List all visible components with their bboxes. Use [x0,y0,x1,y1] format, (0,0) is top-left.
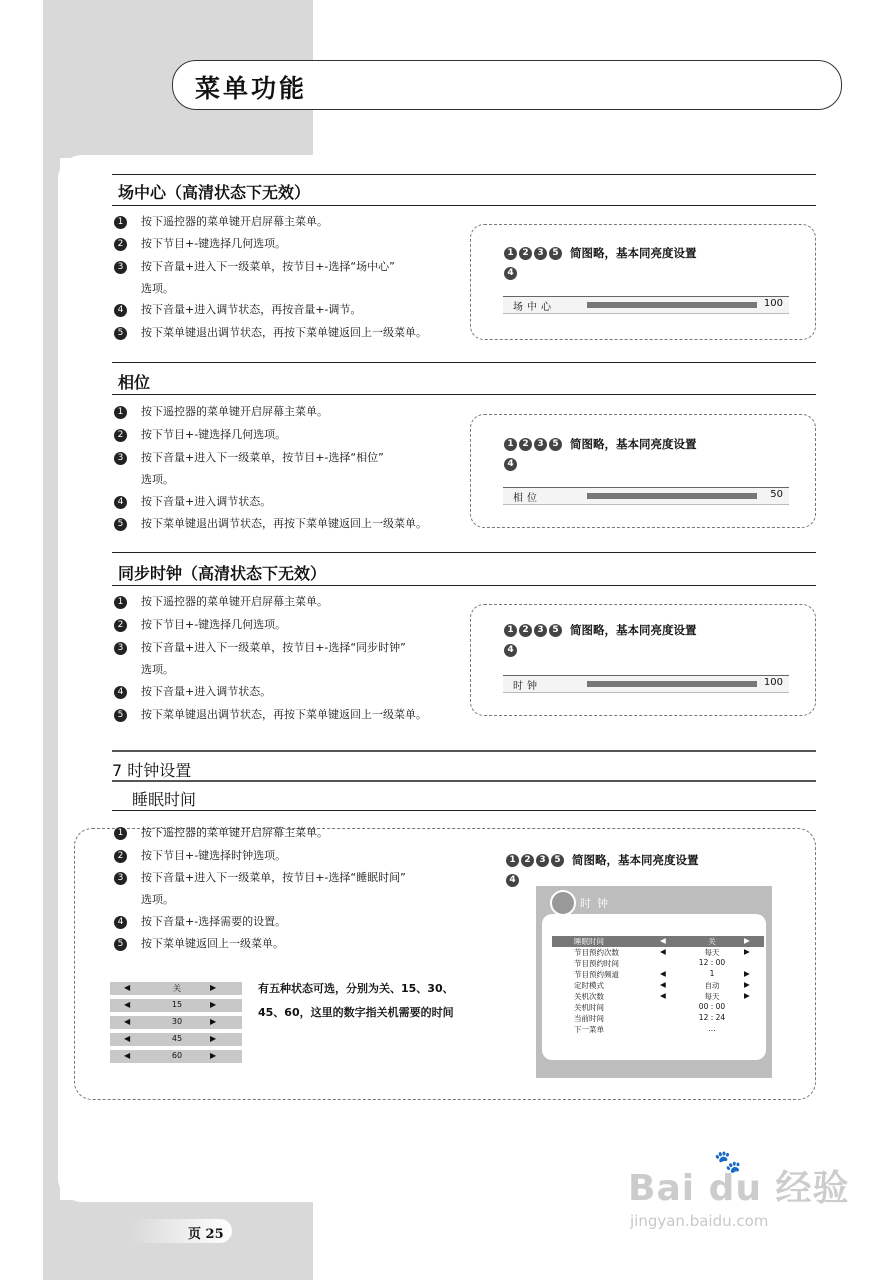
step-1-3 [114,259,395,275]
step-ref-4 [504,266,519,280]
right-arrow-icon: ▶ [210,983,217,992]
setting-label: 相位 [513,493,541,504]
step-ref-icon: 2 [519,247,532,260]
step-3-3 [114,640,406,656]
step-number: 2 [114,619,127,632]
sleep-step-5 [114,914,286,930]
step-text: 按下菜单键退出调节状态，再按下菜单键返回上一级菜单。 [141,708,427,721]
watermark-brand: Bai du 经验 [628,1168,850,1209]
option-value: 关 [173,984,181,993]
menu-title: 时钟 [580,897,614,910]
step-ref-icon: 1 [504,624,517,637]
step-3-6 [114,707,427,723]
sleep-step-2 [114,848,286,864]
step-number: 5 [114,938,127,951]
step-2-2 [114,427,286,443]
step-3-2 [114,617,286,633]
menu-row-value: 1 [709,969,715,978]
clock-icon [550,890,576,916]
step-ref-icon: 5 [549,247,562,260]
menu-row [552,947,764,958]
menu-row-value: ... [708,1024,716,1033]
step-2-6 [114,516,427,532]
left-arrow-icon: ◀ [660,980,666,989]
menu-body [542,914,766,1060]
left-arrow-icon: ◀ [660,947,666,956]
step-text: 选项。 [141,473,174,486]
step-1-5 [114,302,361,318]
setting-value: 50 [770,489,783,500]
step-3-5 [114,684,271,700]
right-arrow-icon: ▶ [210,1034,217,1043]
step-ref-icon: 2 [521,854,534,867]
step-text: 按下节目+-键选择时钟选项。 [141,849,287,862]
right-arrow-icon: ▶ [210,1051,217,1060]
step-ref-icon: 3 [536,854,549,867]
step-ref-4 [504,643,519,657]
page-title: 菜单功能 [195,74,308,103]
menu-row-value: 每天 [704,992,720,1001]
menu-row-value: 自动 [704,981,720,990]
step-text: 选项。 [141,282,174,295]
left-arrow-icon: ◀ [124,983,131,992]
figure-box-field-center [470,224,816,340]
step-1-6 [114,325,427,341]
sleep-option [110,1016,242,1029]
menu-row [552,980,764,991]
figure-caption-text: 简图略，基本同亮度设置 [570,246,697,260]
step-number: 5 [114,709,127,722]
figure-caption [506,852,699,868]
menu-row [552,936,764,947]
menu-row-key: 定时模式 [574,981,604,990]
step-ref-icon: 1 [504,247,517,260]
step-2-5 [114,494,271,510]
setting-fill [587,302,757,308]
menu-row-key: 睡眠时间 [574,937,604,946]
chapter-title: 7 时钟设置 [112,761,192,780]
step-ref-icon: 3 [534,247,547,260]
figure-caption-text: 简图略，基本同亮度设置 [570,437,697,451]
figure-caption-text: 简图略，基本同亮度设置 [570,623,697,637]
step-text: 按下音量+进入调节状态。 [141,495,272,508]
option-value: 30 [171,1017,183,1026]
sleep-option [110,1033,242,1046]
figure-caption [504,622,697,638]
menu-row [552,1002,764,1013]
step-text: 按下节目+-键选择几何选项。 [141,428,287,441]
menu-row-value: 12 : 24 [698,1013,726,1022]
figure-box-phase [470,414,816,528]
figure-caption [504,245,697,261]
step-1-4 [141,281,174,297]
step-text: 按下音量+进入下一级菜单，按节目+-选择“相位” [141,451,384,464]
section-title-field-center: 场中心（高清状态下无效） [118,183,311,202]
step-text: 选项。 [141,893,174,906]
section-title-sync-clock: 同步时钟（高清状态下无效） [118,564,327,583]
step-number: 3 [114,452,127,465]
step-ref-icon: 2 [519,438,532,451]
option-value: 45 [171,1034,183,1043]
setting-track [587,493,757,499]
step-number: 4 [114,916,127,929]
step-text: 按下节目+-键选择几何选项。 [141,237,287,250]
option-value: 15 [171,1000,183,1009]
menu-row-value: 关 [708,937,716,946]
sleep-description-line: 45、60，这里的数字指关机需要的时间 [258,1006,454,1019]
right-arrow-icon: ▶ [744,969,750,978]
setting-bar [503,296,789,314]
setting-value: 100 [763,298,783,309]
step-text: 按下音量+进入调节状态。 [141,685,272,698]
right-arrow-icon: ▶ [210,1000,217,1009]
step-text: 按下音量+-选择需要的设置。 [141,915,287,928]
left-arrow-icon: ◀ [124,1034,131,1043]
right-arrow-icon: ▶ [744,991,750,1000]
menu-row-value: 每天 [704,948,720,957]
left-arrow-icon: ◀ [124,1000,131,1009]
menu-row [552,969,764,980]
step-text: 按下音量+进入调节状态，再按音量+-调节。 [141,303,362,316]
sleep-step-1 [114,825,328,841]
step-2-1 [114,404,328,420]
step-3-4 [141,662,174,678]
step-number: 3 [114,261,127,274]
right-arrow-icon: ▶ [744,980,750,989]
step-ref-4 [506,873,521,887]
right-arrow-icon: ▶ [744,936,750,945]
step-text: 按下遥控器的菜单键开启屏幕主菜单。 [141,405,328,418]
sleep-option [110,982,242,995]
left-arrow-icon: ◀ [660,936,666,945]
step-ref-icon: 3 [534,624,547,637]
step-number: 1 [114,216,127,229]
step-number: 4 [114,686,127,699]
sleep-option [110,1050,242,1063]
step-ref-4 [504,457,519,471]
setting-bar [503,487,789,505]
right-arrow-icon: ▶ [744,947,750,956]
setting-fill [587,681,757,687]
clock-menu-screenshot [536,886,772,1078]
step-number: 4 [114,496,127,509]
menu-row-value: 00 : 00 [698,1002,726,1011]
section-title-phase: 相位 [118,373,151,392]
step-number: 5 [114,327,127,340]
step-text: 按下菜单键返回上一级菜单。 [141,937,284,950]
sleep-description-line: 有五种状态可选，分别为关、15、30、 [258,982,454,995]
setting-value: 100 [763,677,783,688]
menu-row [552,1013,764,1024]
menu-row [552,991,764,1002]
setting-bar [503,675,789,693]
left-arrow-icon: ◀ [660,991,666,1000]
step-1-1 [114,214,328,230]
figure-box-sync-clock [470,604,816,716]
page-title-box [172,60,842,110]
menu-row-key: 节目预约频道 [574,970,619,979]
left-arrow-icon: ◀ [124,1051,131,1060]
step-number: 5 [114,518,127,531]
step-text: 按下菜单键退出调节状态，再按下菜单键返回上一级菜单。 [141,326,427,339]
sleep-option [110,999,242,1012]
figure-caption-text: 简图略，基本同亮度设置 [572,853,699,867]
menu-row-key: 节目预约时间 [574,959,619,968]
step-2-4 [141,472,174,488]
menu-row-key: 关机次数 [574,992,604,1001]
step-text: 选项。 [141,663,174,676]
step-text: 按下节目+-键选择几何选项。 [141,618,287,631]
step-ref-icon: 4 [506,874,519,887]
left-arrow-icon: ◀ [660,969,666,978]
step-text: 按下菜单键退出调节状态，再按下菜单键返回上一级菜单。 [141,517,427,530]
menu-row-key: 当前时间 [574,1014,604,1023]
step-text: 按下音量+进入下一级菜单，按节目+-选择“睡眠时间” [141,871,406,884]
step-2-3 [114,450,384,466]
option-value: 60 [171,1051,183,1060]
page-number: 页 25 [130,1219,232,1243]
setting-label: 场中心 [513,302,555,313]
step-number: 1 [114,596,127,609]
step-number: 3 [114,872,127,885]
step-ref-icon: 2 [519,624,532,637]
step-ref-icon: 5 [549,438,562,451]
step-ref-icon: 4 [504,644,517,657]
menu-row-key: 关机时间 [574,1003,604,1012]
setting-fill [587,493,757,499]
step-text: 按下音量+进入下一级菜单，按节目+-选择“场中心” [141,260,395,273]
step-ref-icon: 1 [504,438,517,451]
step-number: 1 [114,827,127,840]
section-title-sleep: 睡眠时间 [132,790,197,809]
sleep-step-6 [114,936,284,952]
step-text: 按下音量+进入下一级菜单，按节目+-选择“同步时钟” [141,641,406,654]
menu-row-key: 节目预约次数 [574,948,619,957]
step-number: 2 [114,429,127,442]
sleep-step-3 [114,870,406,886]
watermark-url: jingyan.baidu.com [630,1212,769,1230]
step-number: 2 [114,238,127,251]
step-ref-icon: 4 [504,458,517,471]
step-number: 2 [114,850,127,863]
menu-row-key: 下一菜单 [574,1025,604,1034]
paw-icon: 🐾 [714,1150,742,1175]
menu-row [552,1024,764,1035]
figure-caption [504,436,697,452]
step-text: 按下遥控器的菜单键开启屏幕主菜单。 [141,826,328,839]
step-1-2 [114,236,286,252]
step-ref-icon: 5 [549,624,562,637]
step-number: 3 [114,642,127,655]
step-text: 按下遥控器的菜单键开启屏幕主菜单。 [141,595,328,608]
step-number: 1 [114,406,127,419]
menu-row [552,958,764,969]
right-arrow-icon: ▶ [210,1017,217,1026]
menu-row-value: 12 : 00 [698,958,726,967]
setting-label: 时钟 [513,681,541,692]
step-ref-icon: 1 [506,854,519,867]
left-arrow-icon: ◀ [124,1017,131,1026]
step-text: 按下遥控器的菜单键开启屏幕主菜单。 [141,215,328,228]
step-ref-icon: 4 [504,267,517,280]
setting-track [587,302,757,308]
step-number: 4 [114,304,127,317]
step-ref-icon: 5 [551,854,564,867]
step-ref-icon: 3 [534,438,547,451]
step-3-1 [114,594,328,610]
sleep-step-4 [141,892,174,908]
setting-track [587,681,757,687]
